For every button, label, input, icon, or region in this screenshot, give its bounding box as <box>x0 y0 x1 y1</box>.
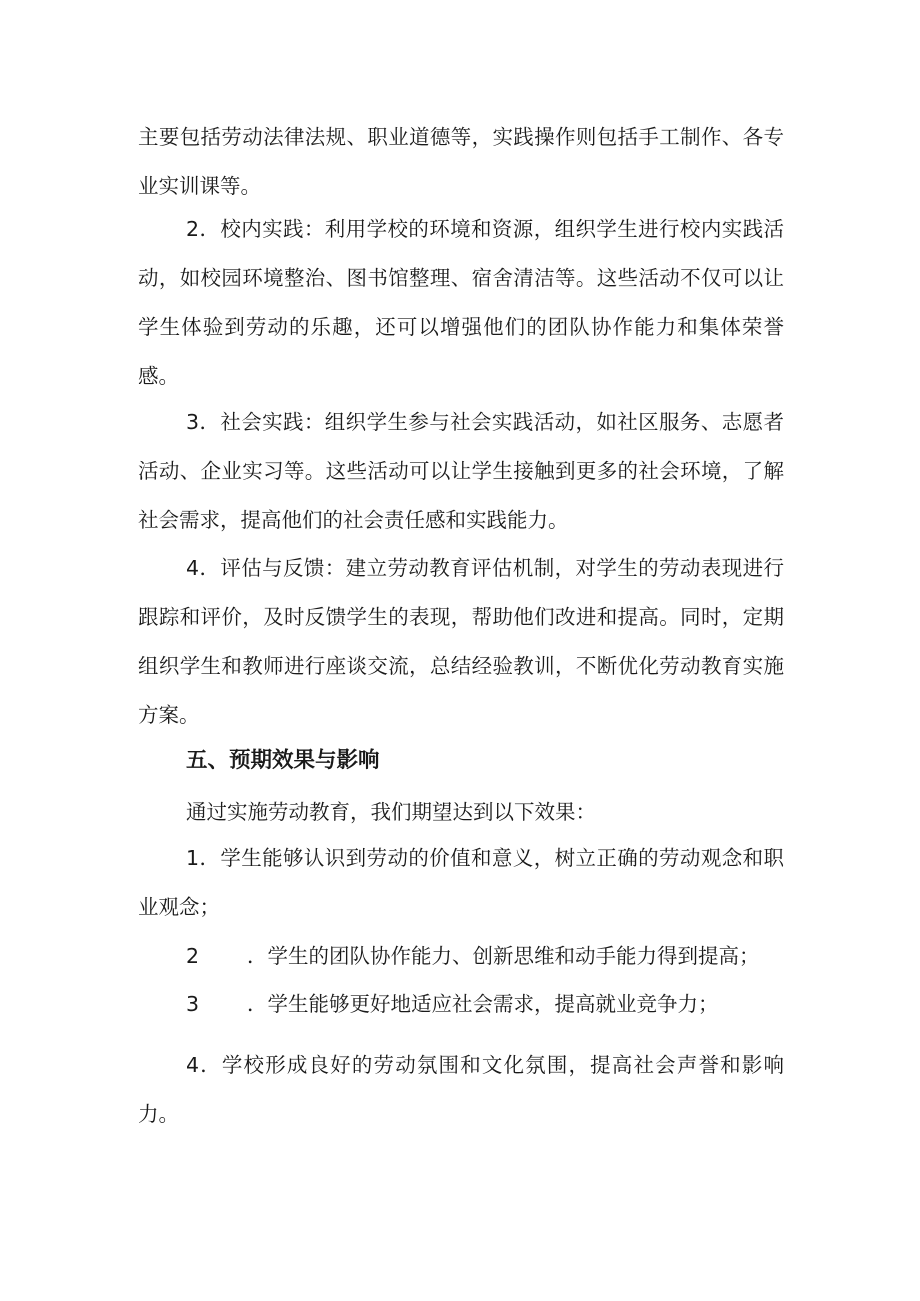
intro-paragraph <box>138 113 784 211</box>
item-3-text: ．社会实践：组织学生参与社会实践活动，如社区服务、志愿者活动、企业实习等。这些活动可以让学生接触到更多的社会环境，了解社会需求，提高他们的社会责任感和实践能力。 <box>138 410 784 532</box>
effect-1-paragraph <box>138 834 784 932</box>
effect-4-text: ．学校形成良好的劳动氛围和文化氛围，提高社会声誉和影响力。 <box>138 1053 784 1126</box>
effect-4-number: 4 <box>186 1053 200 1077</box>
item-3-paragraph <box>138 398 784 545</box>
effect-2-number: 2 <box>186 944 200 968</box>
effect-1-text: ．学生能够认识到劳动的价值和意义，树立正确的劳动观念和职业观念； <box>138 846 784 919</box>
effect-3-number: 3 <box>186 992 200 1016</box>
section-intro-text: 通过实施劳动教育，我们期望达到以下效果： <box>186 800 596 824</box>
item-2-text: ．校内实践：利用学校的环境和资源，组织学生进行校内实践活动，如校园环境整治、图书馆整理、宿舍清洁等。这些活动不仅可以让学生体验到劳动的乐趣，还可以增强他们的团队协作能力和集体荣誉感。 <box>138 217 784 388</box>
item-2-number: 2 <box>186 217 200 241</box>
item-4-text: ．评估与反馈：建立劳动教育评估机制，对学生的劳动表现进行跟踪和评价，及时反馈学生的表现，帮助他们改进和提高。同时，定期组织学生和教师进行座谈交流，总结经验教训，不断优化劳动教育实施方案。 <box>138 556 784 727</box>
effect-3-paragraph <box>138 980 784 1029</box>
item-2-paragraph <box>138 205 784 401</box>
section-intro-paragraph <box>138 788 784 837</box>
effect-1-number: 1 <box>186 846 200 870</box>
effect-3-text: ．学生能够更好地适应社会需求，提高就业竞争力； <box>247 992 719 1016</box>
effect-2-text: ．学生的团队协作能力、创新思维和动手能力得到提高； <box>247 944 760 968</box>
item-4-paragraph <box>138 544 784 740</box>
item-3-number: 3 <box>186 410 200 434</box>
effect-2-paragraph <box>138 932 784 981</box>
intro-text: 主要包括劳动法律法规、职业道德等，实践操作则包括手工制作、各专业实训课等。 <box>138 125 784 198</box>
section-heading: 五、预期效果与影响 <box>186 748 380 773</box>
item-4-number: 4 <box>186 556 200 580</box>
effect-4-paragraph <box>138 1041 784 1139</box>
